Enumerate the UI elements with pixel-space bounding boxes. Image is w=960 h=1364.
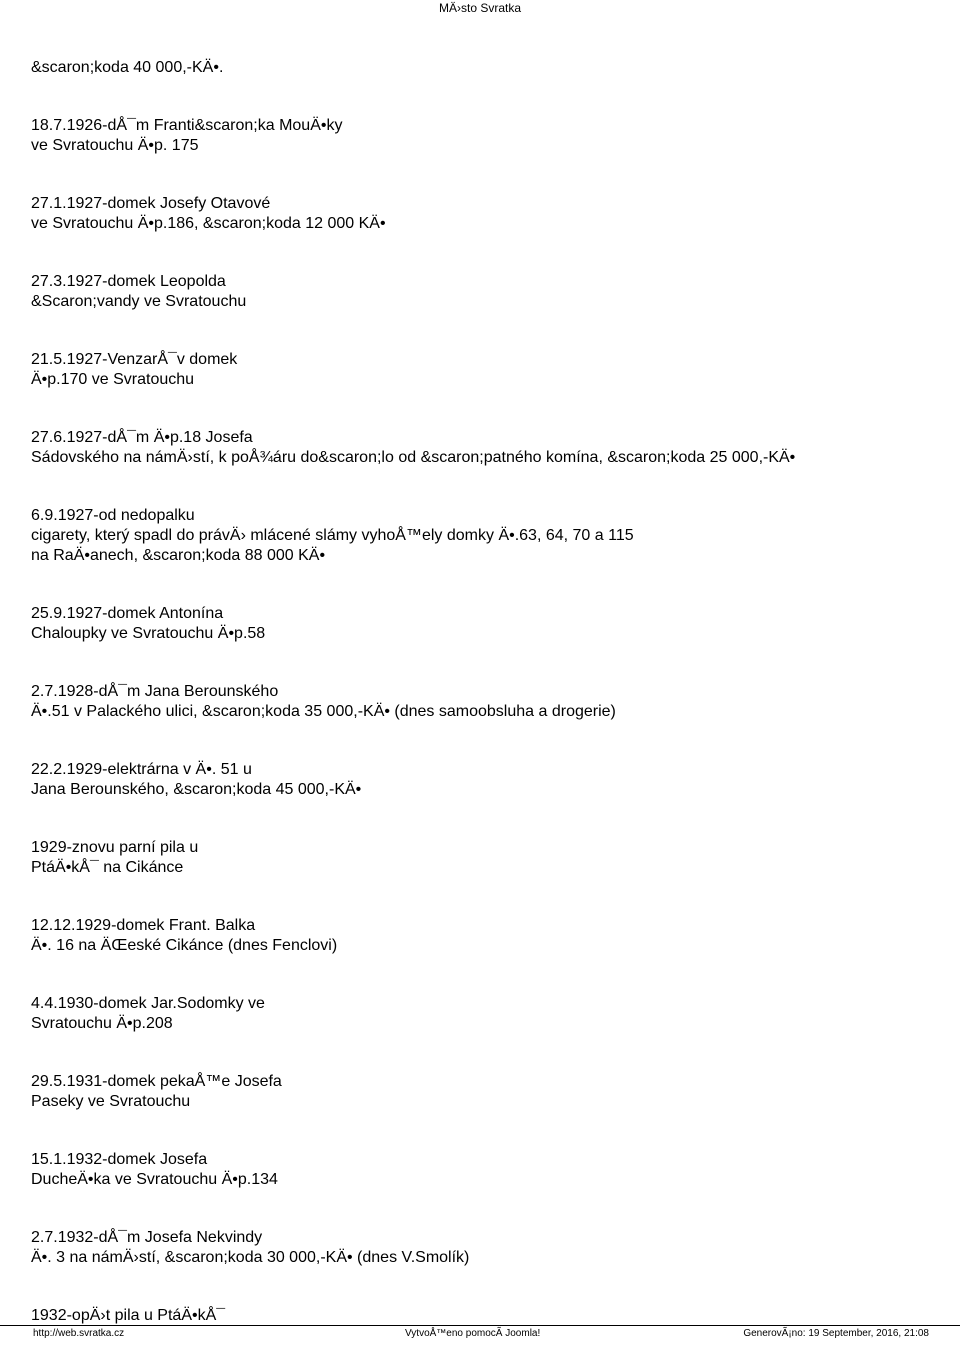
- entry-text-line: DucheÄ•ka ve Svratouchu Ä•p.134: [31, 1171, 278, 1188]
- history-entry: [31, 58, 931, 78]
- footer-credit: VytvoÅ™eno pomocÃ Joomla!: [405, 1328, 541, 1339]
- entry-text-line: Sádovského na námÄ›stí, k poÅ¾áru do&scaron;lo od &scaron;patného komína, &scaron;koda 25 000,-KÄ•: [31, 449, 796, 466]
- entry-text-line: Ä•.51 v Palackého ulici, &scaron;koda 35 000,-KÄ• (dnes samoobsluha a drogerie): [31, 703, 616, 720]
- entry-text-line: 2.7.1928-dÅ¯m Jana Berounského: [31, 683, 279, 700]
- entry-text-line: 22.2.1929-elektrárna v Ä•. 51 u: [31, 761, 252, 778]
- entry-text-line: Paseky ve Svratouchu: [31, 1093, 191, 1110]
- history-entry: [31, 428, 931, 468]
- footer-generated-date: GenerovÃ¡no: 19 September, 2016, 21:08: [743, 1328, 929, 1339]
- entry-text-line: ve Svratouchu Ä•p. 175: [31, 137, 199, 154]
- history-entry: [31, 272, 931, 312]
- entry-text-line: cigarety, který spadl do právÄ› mlácené slámy vyhoÅ™ely domky Ä•.63, 64, 70 a 115: [31, 527, 634, 544]
- entry-text-line: na RaÄ•anech, &scaron;koda 88 000 KÄ•: [31, 547, 326, 564]
- entry-text-line: 15.1.1932-domek Josefa: [31, 1151, 208, 1168]
- entry-text-line: ve Svratouchu Ä•p.186, &scaron;koda 12 000 KÄ•: [31, 215, 386, 232]
- entry-text-line: 27.3.1927-domek Leopolda: [31, 273, 226, 290]
- history-entry: [31, 1150, 931, 1190]
- history-entry: [31, 916, 931, 956]
- history-entry: [31, 682, 931, 722]
- entry-text-line: 2.7.1932-dÅ¯m Josefa Nekvindy: [31, 1229, 263, 1246]
- entry-text-line: Ä•. 16 na ÄŒeské Cikánce (dnes Fenclovi): [31, 937, 338, 954]
- entry-text-line: 27.1.1927-domek Josefy Otavové: [31, 195, 271, 212]
- entry-text-line: 6.9.1927-od nedopalku: [31, 507, 195, 524]
- entry-text-line: 12.12.1929-domek Frant. Balka: [31, 917, 256, 934]
- entry-text-line: Chaloupky ve Svratouchu Ä•p.58: [31, 625, 266, 642]
- history-entry: [31, 1306, 931, 1326]
- entry-text-line: 21.5.1927-VenzarÅ¯v domek: [31, 351, 238, 368]
- entry-text-line: Ä•. 3 na námÄ›stí, &scaron;koda 30 000,-KÄ• (dnes V.Smolík): [31, 1249, 470, 1266]
- document-body: [31, 58, 931, 1364]
- entry-text-line: 18.7.1926-dÅ¯m Franti&scaron;ka MouÄ•ky: [31, 117, 343, 134]
- footer-url-link[interactable]: http://web.svratka.cz: [33, 1328, 125, 1339]
- entry-text-line: PtáÄ•kÅ¯ na Cikánce: [31, 859, 184, 876]
- history-entry: [31, 194, 931, 234]
- entry-text-line: 27.6.1927-dÅ¯m Ä•p.18 Josefa: [31, 429, 253, 446]
- entry-text-line: Svratouchu Ä•p.208: [31, 1015, 173, 1032]
- history-entry: [31, 116, 931, 156]
- history-entry: [31, 350, 931, 390]
- entry-text-line: Ä•p.170 ve Svratouchu: [31, 371, 195, 388]
- history-entry: [31, 506, 931, 566]
- history-entry: [31, 1072, 931, 1112]
- entry-text-line: 1932-opÄ›t pila u PtáÄ•kÅ¯: [31, 1307, 226, 1324]
- entry-text-line: Jana Berounského, &scaron;koda 45 000,-KÄ•: [31, 781, 362, 798]
- entry-text-line: &Scaron;vandy ve Svratouchu: [31, 293, 247, 310]
- history-entry: [31, 604, 931, 644]
- page-header: [0, 0, 960, 15]
- history-entry: [31, 1228, 931, 1268]
- entry-text-line: 25.9.1927-domek Antonína: [31, 605, 224, 622]
- entry-text-line: 1929-znovu parní pila u: [31, 839, 199, 856]
- entry-text-line: &scaron;koda 40 000,-KÄ•.: [31, 59, 224, 76]
- entry-text-line: 4.4.1930-domek Jar.Sodomky ve: [31, 995, 265, 1012]
- entry-text-line: 29.5.1931-domek pekaÅ™e Josefa: [31, 1073, 282, 1090]
- history-entry: [31, 760, 931, 800]
- history-entry: [31, 838, 931, 878]
- page-footer: [0, 1325, 960, 1342]
- history-entry: [31, 994, 931, 1034]
- site-title: MÄ›sto Svratka: [438, 1, 522, 15]
